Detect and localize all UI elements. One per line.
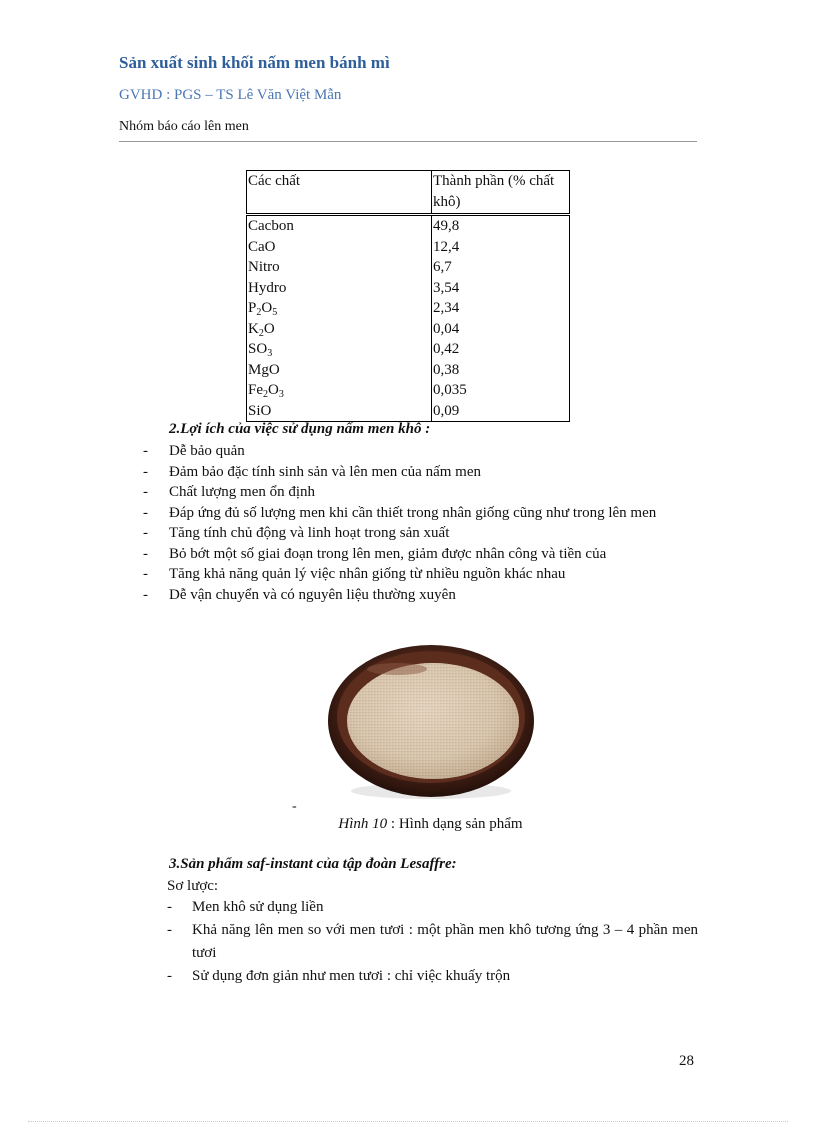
table-row [247, 215, 570, 237]
bullet-dash: - [143, 504, 148, 521]
bullet-dash: - [143, 545, 148, 562]
list-item [167, 919, 698, 965]
list-item-text: Men khô sử dụng liền [192, 899, 324, 915]
table-cell-value: 49,8 [432, 215, 570, 237]
figure-caption [0, 816, 816, 833]
benefits-list [143, 441, 698, 605]
table-cell-value: 0,42 [432, 339, 570, 360]
table-cell-substance: Cacbon [247, 215, 432, 237]
table-cell-value: 3,54 [432, 278, 570, 299]
table-row [247, 339, 570, 360]
bullet-dash: - [143, 525, 148, 541]
table-cell-value: 0,035 [432, 380, 570, 401]
list-item-text: Đảm bảo đặc tính sinh sản và lên men của nấm men [169, 463, 481, 480]
list-item [143, 544, 698, 565]
section3-heading: 3.Sản phẩm saf-instant của tập đoàn Lesaffre: [169, 856, 457, 872]
list-item-text: Sử dụng đơn giản như men tươi : chỉ việc khuấy trộn [192, 968, 511, 984]
table-cell-value: 2,34 [432, 298, 570, 319]
composition-table [246, 170, 570, 422]
header-divider [119, 141, 697, 142]
table-row [247, 278, 570, 299]
table-row [247, 237, 570, 258]
list-item-text: Chất lượng men ổn định [169, 484, 316, 500]
figure-caption-text: : Hình dạng sản phẩm [387, 816, 523, 832]
stray-dash: - [292, 799, 297, 814]
table-header-substance: Các chất [247, 171, 432, 215]
list-item-text: Bỏ bớt một số giai đoạn trong lên men, giảm được nhân công và tiền của [169, 545, 607, 562]
table-cell-value: 12,4 [432, 237, 570, 258]
list-item [143, 503, 698, 524]
table-cell-substance: $P_2O_5$ [247, 298, 432, 319]
figure-label: Hình 10 [338, 816, 388, 832]
table-cell-substance: MgO [247, 360, 432, 381]
bullet-dash: - [143, 566, 148, 582]
page-number: 28 [679, 1053, 694, 1069]
list-item [143, 462, 698, 483]
list-item [143, 441, 698, 462]
group-line: Nhóm báo cáo lên men [119, 119, 249, 134]
list-item [143, 564, 698, 585]
table-cell-substance: Hydro [247, 278, 432, 299]
list-item [167, 965, 698, 988]
table-cell-substance: SiO [247, 401, 432, 422]
bullet-dash: - [167, 968, 172, 984]
table-cell-substance: CaO [247, 237, 432, 258]
list-item-text: Tăng khả năng quản lý việc nhân giống từ nhiều nguồn khác nhau [169, 566, 566, 582]
table-row [247, 319, 570, 340]
table-row [247, 298, 570, 319]
product-list [167, 896, 698, 988]
supervisor-line: GVHD : PGS – TS Lê Văn Việt Mẫn [119, 87, 342, 103]
table-cell-value: 0,09 [432, 401, 570, 422]
footer-divider [28, 1121, 788, 1122]
list-item [143, 523, 698, 544]
table-header-row [247, 171, 570, 215]
list-item-text: Khả năng lên men so với men tươi : một phần men khô tương ứng 3 – 4 phần men tươi [192, 922, 698, 961]
table-cell-substance: $K_2O$ [247, 319, 432, 340]
list-item [143, 482, 698, 503]
section2-heading: 2.Lợi ích của việc sử dụng nấm men khô : [169, 421, 431, 437]
list-item-text: Dễ bảo quản [169, 443, 245, 459]
table-row [247, 257, 570, 278]
bullet-dash: - [143, 586, 148, 603]
bullet-dash: - [167, 922, 172, 938]
list-item-text: Đáp ứng đủ số lượng men khi cần thiết trong nhân giống cũng như trong lên men [169, 504, 657, 521]
table-cell-substance: $SO_3$ [247, 339, 432, 360]
list-item-text: Dễ vận chuyển và có nguyên liệu thường xuyên [169, 586, 456, 603]
table-row [247, 401, 570, 422]
table-cell-substance: Nitro [247, 257, 432, 278]
table-cell-substance: $Fe_2O_3$ [247, 380, 432, 401]
document-title: Sản xuất sinh khối nấm men bánh mì [119, 53, 390, 72]
list-item [143, 585, 698, 606]
bullet-dash: - [143, 443, 148, 459]
yeast-bowl-image [327, 641, 535, 801]
bullet-dash: - [143, 484, 148, 500]
list-item [167, 896, 698, 919]
table-header-composition: Thành phần (% chất khô) [432, 171, 570, 215]
list-item-text: Tăng tính chủ động và linh hoạt trong sản xuất [169, 525, 450, 541]
bullet-dash: - [167, 899, 172, 915]
section3-intro: Sơ lược: [167, 878, 219, 894]
table-row [247, 360, 570, 381]
bullet-dash: - [143, 463, 148, 480]
table-cell-value: 0,04 [432, 319, 570, 340]
table-cell-value: 6,7 [432, 257, 570, 278]
table-row [247, 380, 570, 401]
table-cell-value: 0,38 [432, 360, 570, 381]
